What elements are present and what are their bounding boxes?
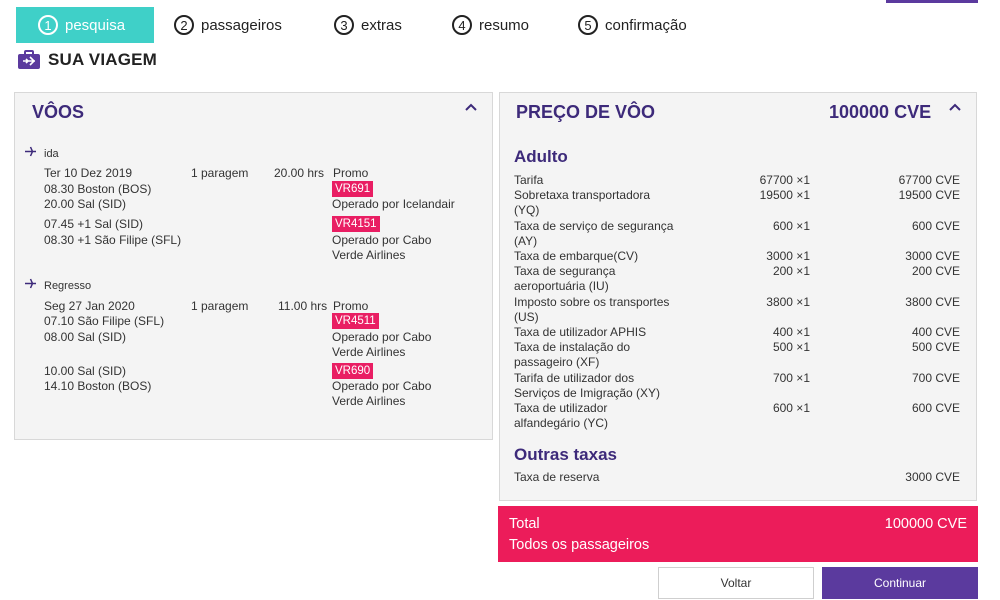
fee-label: Taxa de utilizador: [514, 401, 608, 415]
segment-operator: Operado por Cabo: [332, 330, 432, 344]
fee-quantity: 700 ×1: [772, 371, 810, 385]
flight-number-badge: VR4511: [332, 313, 379, 329]
plane-icon: [25, 278, 36, 289]
top-accent-bar: [886, 0, 978, 3]
fee-amount: 67700 CVE: [898, 173, 960, 187]
fee-label-line2: (US): [514, 310, 539, 324]
total-bar: [498, 506, 978, 562]
return-fare: Promo: [333, 299, 369, 313]
fee-label-line2: (YQ): [514, 203, 540, 217]
step-label: resumo: [479, 16, 530, 34]
total-sublabel: Todos os passageiros: [509, 537, 650, 553]
step-resumo[interactable]: [452, 7, 529, 43]
segment-operator-line2: Verde Airlines: [332, 248, 406, 262]
return-stops: 1 paragem: [191, 299, 249, 313]
segment-operator-line2: Verde Airlines: [332, 345, 406, 359]
flights-panel: [14, 92, 493, 440]
fee-label: Tarifa de utilizador dos: [514, 371, 635, 385]
booking-steps: [16, 7, 986, 43]
back-button[interactable]: Voltar: [658, 567, 814, 599]
chevron-up-icon[interactable]: [948, 103, 962, 113]
fee-amount: 700 CVE: [911, 371, 960, 385]
segment-operator: Operado por Icelandair: [332, 197, 455, 211]
suitcase-plane-icon: [17, 50, 41, 70]
fee-amount: 19500 CVE: [898, 188, 960, 202]
outbound-fare: Promo: [333, 166, 369, 180]
outbound-stops: 1 paragem: [191, 166, 249, 180]
trip-title-text: SUA VIAGEM: [48, 50, 158, 69]
segment-arrival: 14.10 Boston (BOS): [44, 379, 152, 393]
fee-amount: 3800 CVE: [905, 295, 960, 309]
step-number: 5: [578, 15, 598, 35]
fee-label-line2: passageiro (XF): [514, 355, 600, 369]
fee-amount: 200 CVE: [911, 264, 960, 278]
price-total: 100000 CVE: [829, 102, 932, 122]
fee-amount: 500 CVE: [911, 340, 960, 354]
fee-label-line2: Serviços de Imigração (XY): [514, 386, 661, 400]
segment-departure: 07.45 +1 Sal (SID): [44, 217, 144, 231]
fee-amount: 3000 CVE: [905, 470, 960, 484]
price-title: PREÇO DE VÔO: [516, 102, 656, 122]
step-label: extras: [361, 16, 402, 34]
outbound-date: Ter 10 Dez 2019: [44, 166, 133, 180]
fee-quantity: 200 ×1: [772, 264, 810, 278]
fee-amount: 600 CVE: [911, 219, 960, 233]
return-label: Regresso: [44, 280, 92, 292]
fee-quantity: 600 ×1: [772, 401, 810, 415]
plane-icon: [25, 146, 36, 157]
adult-section-title: Adulto: [514, 147, 568, 166]
step-label: confirmação: [605, 16, 687, 34]
return-duration: 11.00 hrs: [278, 299, 328, 313]
fee-quantity: 400 ×1: [772, 325, 810, 339]
fee-label: Taxa de embarque(CV): [514, 249, 639, 263]
fee-quantity: 600 ×1: [772, 219, 810, 233]
step-number: 1: [38, 15, 58, 35]
fee-label: Tarifa: [514, 173, 544, 187]
fee-quantity: 3000 ×1: [766, 249, 810, 263]
flight-number-badge: VR691: [332, 181, 373, 197]
outbound-duration: 20.00 hrs: [274, 166, 325, 180]
flight-number-badge: VR4151: [332, 216, 380, 232]
step-pesquisa[interactable]: [16, 7, 154, 43]
segment-arrival: 08.30 +1 São Filipe (SFL): [44, 233, 182, 247]
step-extras[interactable]: [334, 7, 402, 43]
total-amount: 100000 CVE: [884, 516, 967, 532]
fee-amount: 400 CVE: [911, 325, 960, 339]
chevron-up-icon[interactable]: [464, 103, 478, 113]
segment-arrival: 20.00 Sal (SID): [44, 197, 127, 211]
fee-label: Sobretaxa transportadora: [514, 188, 651, 202]
fee-quantity: 19500 ×1: [759, 188, 810, 202]
fee-amount: 3000 CVE: [905, 249, 960, 263]
fee-label-line2: aeroportuária (IU): [514, 279, 609, 293]
continue-button[interactable]: Continuar: [822, 567, 978, 599]
fee-label: Taxa de reserva: [514, 470, 600, 484]
segment-departure: 10.00 Sal (SID): [44, 364, 127, 378]
fee-label-line2: (AY): [514, 234, 538, 248]
step-number: 4: [452, 15, 472, 35]
step-passageiros[interactable]: [174, 7, 282, 43]
outbound-label: ida: [44, 148, 59, 160]
price-panel: [499, 92, 977, 501]
segment-departure: 07.10 São Filipe (SFL): [44, 314, 165, 328]
segment-arrival: 08.00 Sal (SID): [44, 330, 127, 344]
other-fees-title: Outras taxas: [514, 445, 617, 464]
fee-quantity: 67700 ×1: [759, 173, 810, 187]
fee-amount: 600 CVE: [911, 401, 960, 415]
segment-operator: Operado por Cabo: [332, 379, 432, 393]
trip-title: [17, 50, 157, 70]
flights-title: VÔOS: [32, 102, 85, 122]
segment-operator: Operado por Cabo: [332, 233, 432, 247]
fee-label-line2: alfandegário (YC): [514, 416, 609, 430]
fee-quantity: 3800 ×1: [766, 295, 810, 309]
fee-label: Imposto sobre os transportes: [514, 295, 670, 309]
step-number: 3: [334, 15, 354, 35]
fee-label: Taxa de instalação do: [514, 340, 631, 354]
step-label: pesquisa: [65, 16, 126, 34]
segment-operator-line2: Verde Airlines: [332, 394, 406, 408]
total-label: Total: [509, 516, 540, 532]
fee-label: Taxa de segurança: [514, 264, 616, 278]
return-date: Seg 27 Jan 2020: [44, 299, 135, 313]
fee-quantity: 500 ×1: [772, 340, 810, 354]
fee-label: Taxa de utilizador APHIS: [514, 325, 647, 339]
step-number: 2: [174, 15, 194, 35]
step-label: passageiros: [201, 16, 282, 34]
fee-label: Taxa de serviço de segurança: [514, 219, 674, 233]
flight-number-badge: VR690: [332, 363, 373, 379]
step-confirmacao[interactable]: [578, 7, 687, 43]
segment-departure: 08.30 Boston (BOS): [44, 182, 152, 196]
